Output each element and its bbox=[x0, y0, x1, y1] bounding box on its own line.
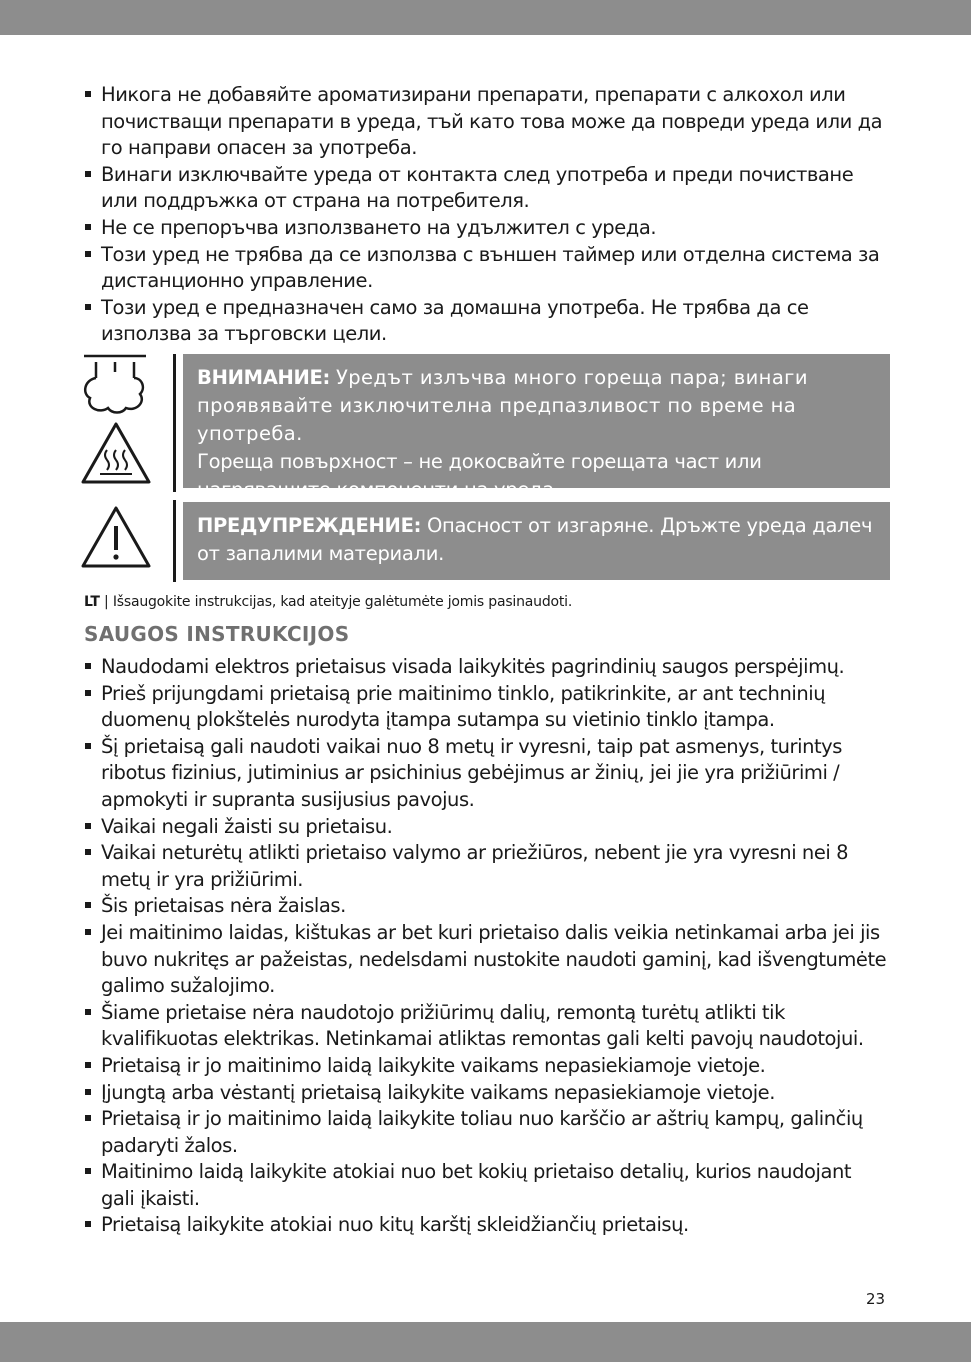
general-warning-icon bbox=[80, 504, 152, 574]
caution-text bbox=[197, 364, 876, 448]
lt-safety-list bbox=[84, 654, 890, 1239]
warning-block bbox=[80, 500, 890, 582]
list-item: Vaikai negali žaisti su prietaisu. bbox=[84, 814, 890, 841]
list-item: Не се препоръчва използването на удължител с уреда. bbox=[84, 215, 890, 242]
list-item: Никога не добавяйте ароматизирани препарати, препарати с алкохол или почистващи препарати в уреда, тъй като това може да повреди уреда или да го направи опасен за употреба. bbox=[84, 82, 890, 162]
list-item: Винаги изключвайте уреда от контакта след употреба и преди почистване или поддръжка от страна на потребителя. bbox=[84, 162, 890, 215]
list-item: Prieš prijungdami prietaisą prie maitinimo tinklo, patikrinkite, ar ant techninių duomenų plokštelės nurodyta įtampa sutampa su vietinio tinklo įtampa. bbox=[84, 681, 890, 734]
caution-body: Уредът излъчва много гореща пара; винаги проявявайте изключителна предпазливост по време на употреба. bbox=[197, 366, 808, 445]
top-band bbox=[0, 0, 971, 35]
list-item: Този уред е предназначен само за домашна употреба. Не трябва да се използва за търговски цели. bbox=[84, 295, 890, 348]
list-item: Vaikai neturėtų atlikti prietaiso valymo ar priežiūros, nebent jie yra vyresni nei 8 metų ir yra prižiūrimi. bbox=[84, 840, 890, 893]
list-item: Šis prietaisas nėra žaislas. bbox=[84, 893, 890, 920]
hot-surface-text: Гореща повърхност – не докосвайте горещата част или нагряващите компоненти на уреда. bbox=[197, 450, 762, 501]
divider bbox=[173, 500, 176, 582]
list-item: Prietaisą ir jo maitinimo laidą laikykite toliau nuo karščio ar aštrių kampų, galinčių padaryti žalos. bbox=[84, 1106, 890, 1159]
bottom-band bbox=[0, 1322, 971, 1362]
list-item: Prietaisą laikykite atokiai nuo kitų karštį skleidžiančių prietaisų. bbox=[84, 1212, 890, 1239]
list-item: Įjungtą arba vėstantį prietaisą laikykite vaikams nepasiekiamoje vietoje. bbox=[84, 1080, 890, 1107]
list-item: Šį prietaisą gali naudoti vaikai nuo 8 metų ir vyresni, taip pat asmenys, turintys ribotus fizinius, jutiminius ar psichinius gebėjimus ar žinių, jei jie yra prižiūrimi / apmokyti ir supranta susijusius pavojus. bbox=[84, 734, 890, 814]
steam-hazard-icon bbox=[82, 354, 148, 420]
list-item: Prietaisą ir jo maitinimo laidą laikykite vaikams nepasiekiamoje vietoje. bbox=[84, 1053, 890, 1080]
warning-box bbox=[183, 502, 890, 580]
divider bbox=[173, 354, 176, 492]
language-code: LT bbox=[84, 594, 100, 610]
caution-label: ВНИМАНИЕ: bbox=[197, 366, 331, 389]
page-number: 23 bbox=[866, 1290, 886, 1308]
warning-body: Опасност от изгаряне. Дръжте уреда далеч от запалими материали. bbox=[197, 514, 873, 565]
separator: | bbox=[104, 594, 109, 610]
section-title: SAUGOS INSTRUKCIJOS bbox=[84, 622, 350, 646]
list-item: Maitinimo laidą laikykite atokiai nuo bet kokių prietaiso detalių, kurios naudojant gali įkaisti. bbox=[84, 1159, 890, 1212]
lt-intro-text: Išsaugokite instrukcijas, kad ateityje galėtumėte jomis pasinaudoti. bbox=[112, 594, 573, 610]
hot-surface-warning-icon bbox=[80, 420, 152, 490]
list-item: Този уред не трябва да се използва с външен таймер или отделна система за дистанционно управление. bbox=[84, 242, 890, 295]
bg-safety-list bbox=[84, 82, 890, 348]
list-item: Šiame prietaise nėra naudotojo prižiūrimų dalių, remontą turėtų atlikti tik kvalifikuotas elektrikas. Netinkamai atliktas remontas gali kelti pavojų naudotojui. bbox=[84, 1000, 890, 1053]
lt-intro bbox=[84, 594, 572, 610]
list-item: Jei maitinimo laidas, kištukas ar bet kuri prietaiso dalis veikia netinkamai arba jei jis buvo nukritęs ar pažeistas, nedelsdami nustokite naudoti gaminį, kad išvengtumėte galimo sužalojimo. bbox=[84, 920, 890, 1000]
list-item: Naudodami elektros prietaisus visada laikykitės pagrindinių saugos perspėjimų. bbox=[84, 654, 890, 681]
warning-label: ПРЕДУПРЕЖДЕНИЕ: bbox=[197, 514, 422, 537]
caution-box bbox=[183, 354, 890, 501]
caution-block bbox=[80, 354, 890, 501]
